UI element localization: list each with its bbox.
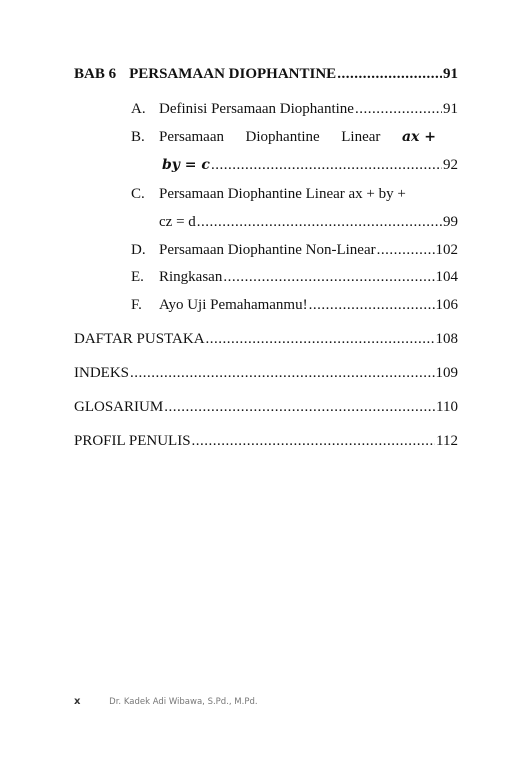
section-page: 102 bbox=[435, 242, 458, 258]
equation-part: by = c bbox=[162, 157, 210, 173]
leader-dots bbox=[337, 66, 442, 83]
backmatter-title: DAFTAR PUSTAKA bbox=[74, 331, 205, 347]
section-letter: C. bbox=[131, 186, 145, 202]
page-footer bbox=[74, 696, 258, 707]
equation-part: ax + bbox=[401, 129, 436, 145]
toc-section-entry[interactable] bbox=[159, 297, 458, 314]
section-title: cz = d bbox=[159, 214, 196, 230]
leader-dots bbox=[164, 399, 435, 416]
toc-section-entry-line1[interactable] bbox=[159, 186, 458, 203]
chapter-title: PERSAMAAN DIOPHANTINE bbox=[129, 66, 337, 82]
leader-dots bbox=[206, 331, 435, 348]
author-name: Dr. Kadek Adi Wibawa, S.Pd., M.Pd. bbox=[109, 697, 258, 707]
leader-dots bbox=[223, 269, 434, 286]
toc-section-entry[interactable] bbox=[159, 269, 458, 286]
section-page: 91 bbox=[443, 101, 458, 117]
toc-section-entry-line2[interactable] bbox=[159, 214, 458, 231]
toc-section-entry-line2[interactable] bbox=[162, 157, 458, 174]
toc-backmatter-entry[interactable] bbox=[74, 433, 458, 450]
section-letter: E. bbox=[131, 269, 144, 285]
section-title: Persamaan Diophantine Linear ax + by + bbox=[159, 186, 406, 202]
toc-chapter-entry[interactable] bbox=[74, 66, 458, 83]
section-letter: F. bbox=[131, 297, 142, 313]
section-page: 104 bbox=[435, 269, 458, 285]
backmatter-page: 108 bbox=[435, 331, 458, 347]
section-title-word: Linear bbox=[341, 129, 381, 145]
toc-section-entry-line1[interactable] bbox=[159, 129, 436, 146]
leader-dots bbox=[197, 214, 442, 231]
leader-dots bbox=[211, 157, 442, 174]
section-letter: A. bbox=[131, 101, 146, 117]
section-letter: D. bbox=[131, 242, 146, 258]
section-title: Ayo Uji Pemahamanmu! bbox=[159, 297, 308, 313]
leader-dots bbox=[309, 297, 435, 314]
toc-section-entry[interactable] bbox=[159, 242, 458, 259]
toc-backmatter-entry[interactable] bbox=[74, 331, 458, 348]
page-number: x bbox=[74, 696, 81, 707]
section-title: Ringkasan bbox=[159, 269, 223, 285]
chapter-label: BAB 6 bbox=[74, 66, 117, 82]
section-letter: B. bbox=[131, 129, 145, 145]
leader-dots bbox=[377, 242, 435, 259]
backmatter-title: PROFIL PENULIS bbox=[74, 433, 191, 449]
section-title-word: Persamaan bbox=[159, 129, 224, 145]
section-title: Definisi Persamaan Diophantine bbox=[159, 101, 354, 117]
section-page: 99 bbox=[443, 214, 458, 230]
leader-dots bbox=[355, 101, 442, 118]
backmatter-title: GLOSARIUM bbox=[74, 399, 164, 415]
section-page: 92 bbox=[443, 157, 458, 173]
toc-backmatter-entry[interactable] bbox=[74, 399, 458, 416]
leader-dots bbox=[130, 365, 435, 382]
section-title-word: Diophantine bbox=[245, 129, 320, 145]
backmatter-page: 109 bbox=[435, 365, 458, 381]
chapter-page: 91 bbox=[443, 66, 458, 82]
section-page: 106 bbox=[435, 297, 458, 313]
backmatter-page: 110 bbox=[436, 399, 458, 415]
backmatter-title: INDEKS bbox=[74, 365, 129, 381]
toc-section-entry[interactable] bbox=[159, 101, 458, 118]
toc-backmatter-entry[interactable] bbox=[74, 365, 458, 382]
section-title: Persamaan Diophantine Non-Linear bbox=[159, 242, 376, 258]
leader-dots bbox=[192, 433, 436, 450]
backmatter-page: 112 bbox=[436, 433, 458, 449]
